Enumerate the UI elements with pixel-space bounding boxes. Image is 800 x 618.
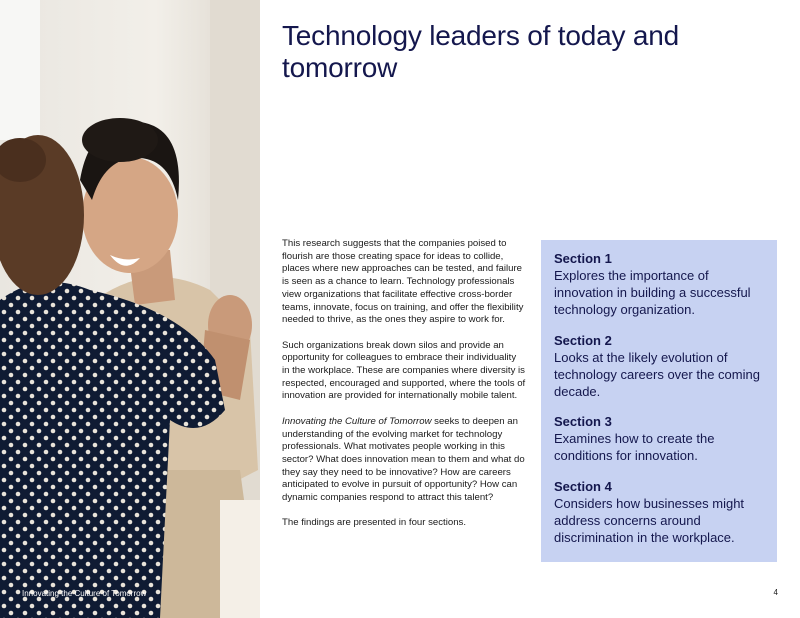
report-title-italic: Innovating the Culture of Tomorrow bbox=[282, 415, 432, 427]
section-title: Section 1 bbox=[554, 251, 612, 266]
body-paragraph bbox=[282, 416, 526, 505]
section-title: Section 2 bbox=[554, 332, 612, 348]
section-description: Looks at the likely evolution of technology careers over the coming decade. bbox=[554, 349, 760, 400]
footer-document-name: Innovating the Culture of Tomorrow bbox=[22, 589, 147, 598]
body-paragraph-text: seeks to deepen an understanding of the evolving market for technology professionals. What motivates people working in this sector? What does innovation mean to them and what do they say they need to be innovative? How are careers anticipated to evolve in pursuit of opportunity? How can dynamic companies respond to attract this talent? bbox=[282, 415, 525, 504]
section-description: Explores the importance of innovation in building a successful technology organization. bbox=[554, 268, 751, 318]
section-description: Considers how businesses might address concerns around discrimination in the workplace. bbox=[554, 495, 745, 546]
section-title: Section 4 bbox=[554, 478, 612, 494]
page-title: Technology leaders of today and tomorrow bbox=[282, 20, 679, 83]
section-item bbox=[554, 413, 765, 464]
body-paragraph: The findings are presented in four sections. bbox=[282, 517, 466, 529]
section-item bbox=[554, 478, 765, 547]
page-number: 4 bbox=[773, 588, 778, 597]
section-description: Examines how to create the conditions for innovation. bbox=[554, 431, 715, 464]
body-paragraph: This research suggests that the companies poised to flourish are those creating space for ideas to collide, places where new approaches can be tested, and failure is seen as a chance to learn. Technology professionals view organizations that facilitate effective cross-border teams, innovate, focus on training, and offer the flexibility needed to thrive, as the ones they aspire to work for. bbox=[282, 238, 524, 326]
section-item bbox=[554, 332, 765, 401]
hero-photo bbox=[0, 0, 260, 618]
section-item bbox=[554, 250, 765, 319]
section-title: Section 3 bbox=[554, 414, 612, 430]
body-paragraph: Such organizations break down silos and provide an opportunity for colleagues to embrace their individuality in the workplace. These are companies where diversity is respected, encouraged and supported, where the tools of innovation are provided for internationally mobile talent. bbox=[282, 339, 526, 402]
body-text bbox=[282, 238, 526, 543]
sections-panel bbox=[541, 240, 777, 562]
